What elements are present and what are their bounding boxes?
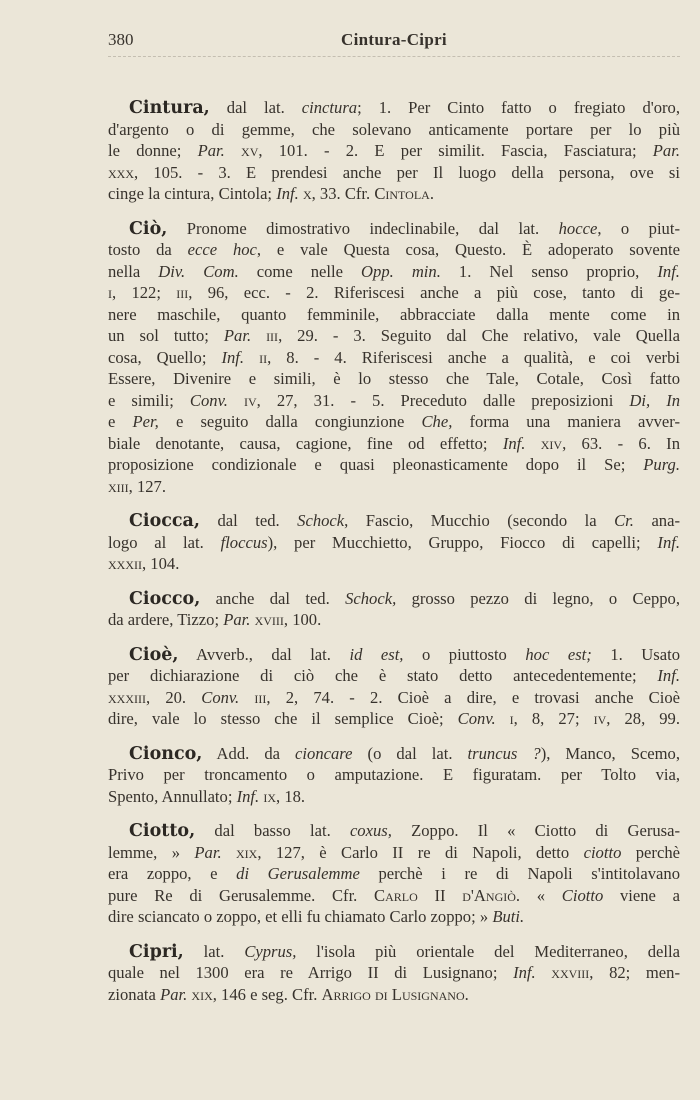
- entry-text: anche dal ted.: [200, 588, 346, 608]
- entry-text: viene a: [603, 885, 680, 905]
- italic-reference: Opp. min.: [361, 261, 441, 281]
- italic-reference: id est,: [349, 644, 404, 664]
- italic-reference: Par.: [223, 610, 251, 629]
- italic-reference: Cyprus,: [244, 941, 297, 961]
- small-caps-text: iv: [593, 709, 607, 728]
- small-caps-text: xv: [241, 141, 259, 160]
- small-caps-text: Arrigo di Lusignano: [321, 984, 465, 1004]
- italic-reference: Inf.: [221, 347, 245, 367]
- italic-reference: hocce: [558, 218, 598, 238]
- entry-text: , 29. - 3. Seguito dal Che relativo, vale Quella: [278, 326, 680, 345]
- entry-line: [108, 119, 680, 141]
- entry-line: [108, 140, 680, 162]
- entry-text: (o dal lat.: [352, 743, 468, 763]
- entry-line: [108, 588, 680, 610]
- page-header: [108, 30, 680, 54]
- entry-text: Essere, Divenire e simili, è lo stesso che Tale, Cotale, Così fatto: [108, 369, 680, 388]
- entry-line: [108, 476, 680, 498]
- italic-reference: Cr.: [614, 511, 634, 530]
- entry-line: [108, 304, 680, 326]
- small-caps-text: xviii: [254, 610, 284, 629]
- entry-line: [108, 510, 680, 532]
- entry-line: [108, 863, 680, 885]
- entry-line: [108, 665, 680, 687]
- italic-reference: Per,: [132, 412, 159, 431]
- entry-text: , 2, 74. - 2. Cioè a dire, e trovasi anche Cioè: [266, 687, 680, 707]
- entry-line: [108, 644, 680, 666]
- entry-text: [222, 843, 236, 862]
- entry-line: [108, 454, 680, 476]
- entry-line: [108, 885, 680, 907]
- entry-text: , 105. - 3. E prendesi anche per Il luogo della persona, ove si: [134, 162, 680, 182]
- entry-line: [108, 941, 680, 963]
- entry-text: dal lat.: [209, 98, 302, 117]
- entry-text: , o piut-: [597, 218, 680, 238]
- entry-text: Avverb., dal lat.: [178, 644, 350, 664]
- small-caps-text: Carlo II d'Angiò: [374, 885, 516, 905]
- italic-reference: Conv.: [201, 687, 240, 707]
- dictionary-entry-cioè: [108, 644, 680, 730]
- italic-reference: Inf.: [657, 666, 680, 685]
- entry-line: [108, 368, 680, 390]
- dictionary-entry-ciotto: [108, 820, 680, 928]
- entry-text: lemme, »: [108, 842, 195, 862]
- headword: Ciò,: [129, 218, 168, 239]
- entry-text: , 8, 27;: [513, 709, 594, 728]
- entry-text: ), per Mucchietto, Gruppo, Fiocco di capelli;: [267, 532, 658, 552]
- entry-text: , 28, 99.: [606, 709, 681, 728]
- entry-text: logo al lat.: [108, 532, 221, 552]
- entry-text: e simili;: [108, 390, 190, 410]
- italic-reference: Schock: [297, 511, 345, 530]
- header-rule: [108, 56, 680, 57]
- entry-text: [536, 963, 552, 982]
- entry-text: , 63. - 6. In: [562, 433, 680, 453]
- headword: Cipri,: [129, 941, 184, 962]
- italic-reference: Par.: [652, 141, 680, 160]
- entry-text: , 18.: [276, 786, 306, 806]
- dictionary-entry-ciocco: [108, 588, 680, 631]
- entry-text: [251, 326, 266, 345]
- italic-reference: Inf.: [502, 433, 526, 453]
- entry-text: perchè i re di Napoli s'intitolavano: [359, 864, 680, 883]
- small-caps-text: i: [108, 283, 112, 302]
- italic-reference: ecce hoc: [187, 240, 257, 259]
- entry-line: [108, 906, 680, 928]
- entry-line: [108, 325, 680, 347]
- entry-line: [108, 433, 680, 455]
- italic-reference: di Gerusalemme: [236, 864, 360, 883]
- entry-text: grosso pezzo di legno, o Ceppo,: [396, 588, 680, 608]
- italic-reference: floccus: [220, 532, 268, 552]
- entry-text: l'isola più orientale del Mediterraneo, della: [296, 941, 680, 961]
- italic-reference: Par.: [197, 141, 225, 160]
- entry-line: [108, 218, 680, 240]
- entry-text: dal ted.: [200, 511, 298, 530]
- italic-reference: truncus ?: [467, 743, 541, 763]
- entry-text: un sol tutto;: [108, 326, 224, 345]
- entry-line: [108, 687, 680, 709]
- italic-reference: Schock,: [345, 588, 397, 608]
- entry-text: 1. Usato: [591, 644, 680, 664]
- italic-reference: hoc est;: [525, 644, 592, 664]
- small-caps-text: ix: [263, 786, 277, 806]
- entry-text: , 127.: [128, 476, 166, 496]
- entry-text: tosto da: [108, 240, 188, 259]
- headword: Ciocca,: [129, 511, 200, 531]
- italic-reference: Par.: [194, 842, 222, 862]
- small-caps-text: xix: [235, 842, 258, 862]
- entry-text: , 33. Cfr.: [311, 184, 375, 203]
- entry-text: , 82; men-: [589, 963, 680, 982]
- entry-text: , 100.: [283, 610, 322, 629]
- entry-text: Privo per troncamento o amputazione. E figuratam. per Tolto via,: [108, 765, 680, 784]
- entry-line: [108, 609, 680, 631]
- italic-reference: Par.: [223, 326, 252, 345]
- small-caps-text: iii: [176, 283, 189, 302]
- dictionary-entry-ciocca: [108, 510, 680, 575]
- entry-line: [108, 786, 680, 808]
- entry-text: , 27, 31. - 5. Preceduto dalle preposizioni: [256, 390, 630, 410]
- entry-line: [108, 162, 680, 184]
- entry-text: e: [108, 412, 133, 431]
- entry-text: [525, 434, 540, 453]
- entry-text: d'argento o di gemme, che solevano anticamente portare per lo più: [108, 119, 680, 139]
- entry-text: .: [464, 984, 469, 1004]
- italic-reference: coxus,: [349, 821, 392, 840]
- entry-line: [108, 842, 680, 864]
- entry-text: , 96, ecc. - 2. Riferiscesi anche a più cose, tanto di ge-: [188, 283, 681, 302]
- entry-text: come nelle: [238, 261, 362, 281]
- italic-reference: Che,: [421, 412, 453, 431]
- entry-text: o piuttosto: [403, 644, 526, 664]
- entry-text: ; 1. Per Cinto fatto o fregiato d'oro,: [357, 98, 681, 117]
- entry-line: [108, 411, 680, 433]
- entry-text: dire, vale lo stesso che il semplice Cioè;: [108, 709, 458, 728]
- italic-reference: ciotto: [583, 842, 622, 862]
- entry-text: , 20.: [146, 687, 202, 707]
- small-caps-text: xiv: [540, 433, 563, 453]
- entry-text: , e vale Questa cosa, Questo. È adoperato sovente: [256, 240, 680, 259]
- entry-line: [108, 764, 680, 786]
- entry-text: dire sciancato o zoppo, et elli fu chiamato Carlo zoppo; »: [108, 907, 493, 926]
- entry-text: , 122;: [112, 283, 177, 302]
- dictionary-entry-cipri: [108, 941, 680, 1006]
- entry-line: [108, 962, 680, 984]
- headword: Cioè,: [129, 644, 179, 665]
- small-caps-text: xix: [191, 984, 213, 1004]
- entry-text: per dichiarazione di ciò che è stato detto antecedentemente;: [108, 666, 658, 685]
- entry-text: pure Re di Gerusalemme. Cfr.: [108, 885, 375, 905]
- entry-line: [108, 984, 680, 1006]
- italic-reference: Inf.: [513, 963, 536, 982]
- entry-text: , 8. - 4. Riferiscesi anche a qualità, e coi verbi: [267, 347, 680, 367]
- small-caps-text: iii: [254, 687, 267, 707]
- small-caps-text: xxviii: [551, 963, 590, 982]
- entry-text: . «: [515, 885, 562, 905]
- entry-text: da ardere, Tizzo;: [108, 610, 224, 629]
- dictionary-entry-cionco: [108, 743, 680, 808]
- small-caps-text: ii: [259, 347, 268, 367]
- entry-text: era zoppo, e: [108, 864, 237, 883]
- entry-line: [108, 347, 680, 369]
- small-caps-text: Cintola: [374, 184, 430, 203]
- entry-text: quale nel 1300 era re Arrigo II di Lusignano;: [108, 963, 514, 982]
- dictionary-entry-cintura: [108, 97, 680, 205]
- entry-text: cinge la cintura, Cintola;: [108, 184, 277, 203]
- small-caps-text: xxx: [108, 162, 134, 182]
- entry-text: nere maschile, quanto femminile, abbracciate dalla mente come in: [108, 304, 680, 324]
- entry-line: [108, 743, 680, 765]
- entry-line: [108, 390, 680, 412]
- italic-reference: Inf.: [657, 532, 681, 552]
- entry-line: [108, 532, 680, 554]
- entry-text: cosa, Quello;: [108, 347, 222, 367]
- entry-text: biale denotante, causa, cagione, fine od effetto;: [108, 433, 503, 453]
- entry-text: e seguito dalla congiunzione: [158, 412, 422, 431]
- headword: Cintura,: [129, 98, 210, 118]
- dictionary-entries: [108, 97, 680, 1018]
- entry-text: Spento, Annullato;: [108, 786, 237, 806]
- entry-line: [108, 708, 680, 730]
- entry-line: [108, 261, 680, 283]
- entry-text: lat.: [183, 941, 245, 961]
- small-caps-text: x: [302, 184, 312, 203]
- entry-text: , 104.: [142, 554, 180, 573]
- entry-line: [108, 282, 680, 304]
- small-caps-text: xxxii: [108, 554, 142, 573]
- entry-text: , 127, è Carlo II re di Napoli, detto: [257, 842, 584, 862]
- entry-line: [108, 97, 680, 119]
- entry-text: [239, 688, 254, 707]
- italic-reference: Purg.: [643, 455, 680, 474]
- small-caps-text: iii: [266, 326, 279, 345]
- entry-text: , 101. - 2. E per similit. Fascia, Fasciatura;: [258, 141, 653, 160]
- headword: Ciotto,: [129, 821, 196, 841]
- entry-text: forma una maniera avver-: [452, 412, 680, 431]
- entry-text: , 146 e seg. Cfr.: [212, 984, 322, 1004]
- italic-reference: cinctura: [301, 98, 358, 117]
- entry-line: [108, 183, 680, 205]
- entry-text: dal basso lat.: [195, 821, 350, 840]
- italic-reference: Conv.: [457, 709, 496, 728]
- entry-text: le donne;: [108, 141, 198, 160]
- small-caps-text: iv: [243, 390, 257, 410]
- entry-text: [244, 348, 259, 367]
- page-number: 380: [108, 30, 134, 49]
- italic-reference: Div. Com.: [158, 261, 239, 281]
- entry-text: , Fascio, Mucchio (secondo la: [344, 511, 615, 530]
- entry-line: [108, 239, 680, 261]
- italic-reference: Par.: [160, 984, 188, 1004]
- italic-reference: Inf.: [276, 184, 299, 203]
- small-caps-text: xiii: [108, 476, 129, 496]
- small-caps-text: i: [509, 709, 514, 728]
- running-title: Cintura-Cipri: [341, 30, 447, 49]
- entry-text: [228, 391, 244, 410]
- entry-text: Zoppo. Il « Ciotto di Gerusa-: [391, 821, 680, 840]
- small-caps-text: xxxiii: [108, 687, 146, 707]
- italic-reference: Di, In: [629, 390, 681, 410]
- headword: Cionco,: [129, 743, 203, 764]
- entry-text: Pronome dimostrativo indeclinabile, dal lat.: [167, 218, 559, 238]
- entry-text: 1. Nel senso proprio,: [440, 261, 658, 281]
- entry-line: [108, 820, 680, 842]
- entry-text: [225, 141, 241, 160]
- entry-line: [108, 553, 680, 575]
- italic-reference: cioncare: [295, 743, 353, 763]
- italic-reference: Conv.: [189, 390, 228, 410]
- italic-reference: Buti.: [492, 907, 525, 926]
- entry-text: nella: [108, 261, 159, 281]
- entry-text: Add. da: [202, 743, 296, 763]
- entry-text: perchè: [621, 842, 680, 862]
- italic-reference: Inf.: [236, 786, 260, 806]
- entry-text: proposizione condizionale e quasi pleonasticamente dopo il Se;: [108, 455, 644, 474]
- headword: Ciocco,: [129, 588, 201, 609]
- entry-text: ana-: [633, 511, 680, 530]
- entry-text: .: [429, 184, 434, 203]
- entry-text: ), Manco, Scemo,: [540, 743, 681, 763]
- entry-text: [496, 709, 510, 728]
- dictionary-entry-ciò: [108, 218, 680, 498]
- italic-reference: Inf.: [657, 261, 680, 281]
- italic-reference: Ciotto: [561, 885, 604, 905]
- entry-text: zionata: [108, 984, 161, 1004]
